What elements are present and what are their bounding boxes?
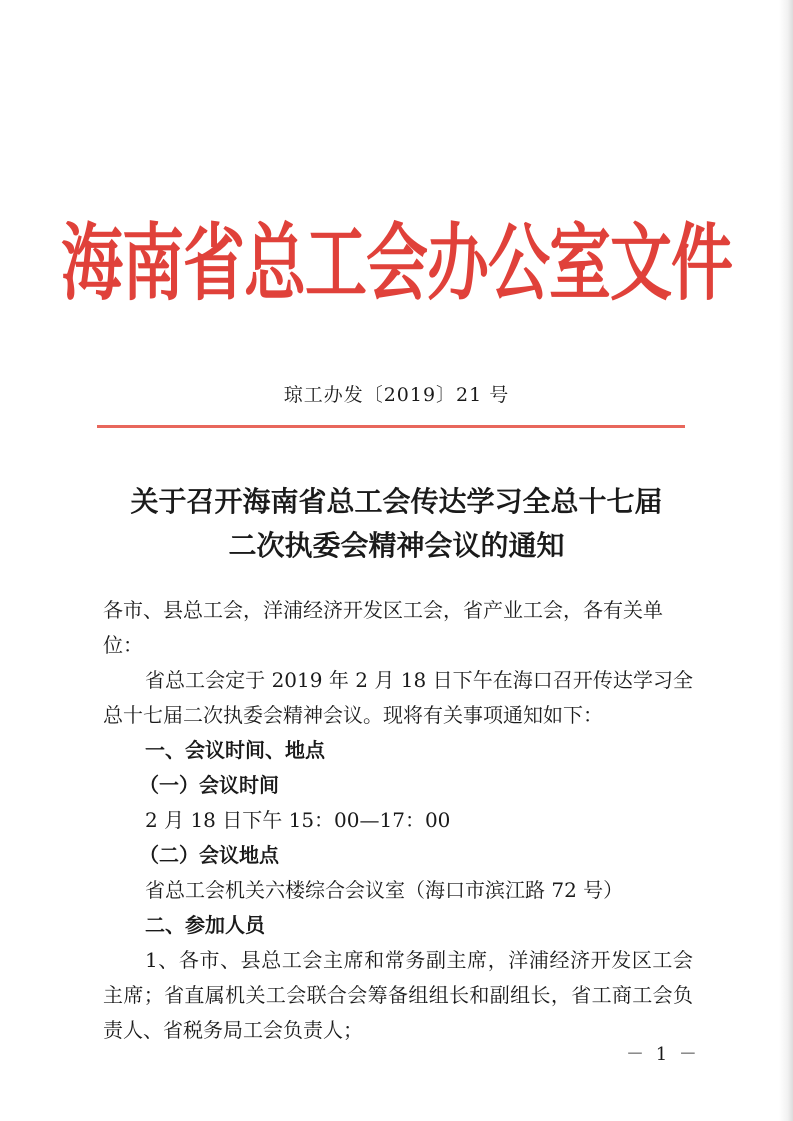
page-number: － 1 －	[626, 1044, 700, 1065]
salutation: 各市、县总工会，洋浦经济开发区工会，省产业工会，各有关单位：	[103, 598, 663, 657]
section1-heading: 一、会议时间、地点	[145, 738, 325, 762]
participants-item1: 1、各市、县总工会主席和常务副主席，洋浦经济开发区工会主席；省直属机关工会联合会筹备组组长和副组长，省工商工会负责人、省税务局工会负责人；	[103, 948, 693, 1042]
section1-sub1-heading: （一）会议时间	[139, 773, 279, 797]
scan-edge-shadow	[779, 0, 793, 1121]
document-number: 琼工办发〔2019〕21 号	[283, 384, 510, 406]
notice-body	[103, 593, 693, 1048]
red-divider	[97, 425, 685, 428]
notice-title-line1: 关于召开海南省总工会传达学习全总十七届	[130, 485, 663, 518]
section2-heading: 二、参加人员	[145, 913, 265, 937]
section1-sub2-heading: （二）会议地点	[139, 843, 279, 867]
issuer-title: 海南省总工会办公室文件	[60, 213, 732, 313]
meeting-location: 省总工会机关六楼综合会议室（海口市滨江路 72 号）	[145, 878, 624, 902]
intro-paragraph: 省总工会定于 2019 年 2 月 18 日下午在海口召开传达学习全总十七届二次执委会精神会议。现将有关事项通知如下：	[103, 668, 693, 727]
meeting-time: 2 月 18 日下午 15：00—17：00	[145, 808, 451, 832]
notice-title-line2: 二次执委会精神会议的通知	[228, 529, 565, 562]
notice-title	[0, 480, 793, 568]
